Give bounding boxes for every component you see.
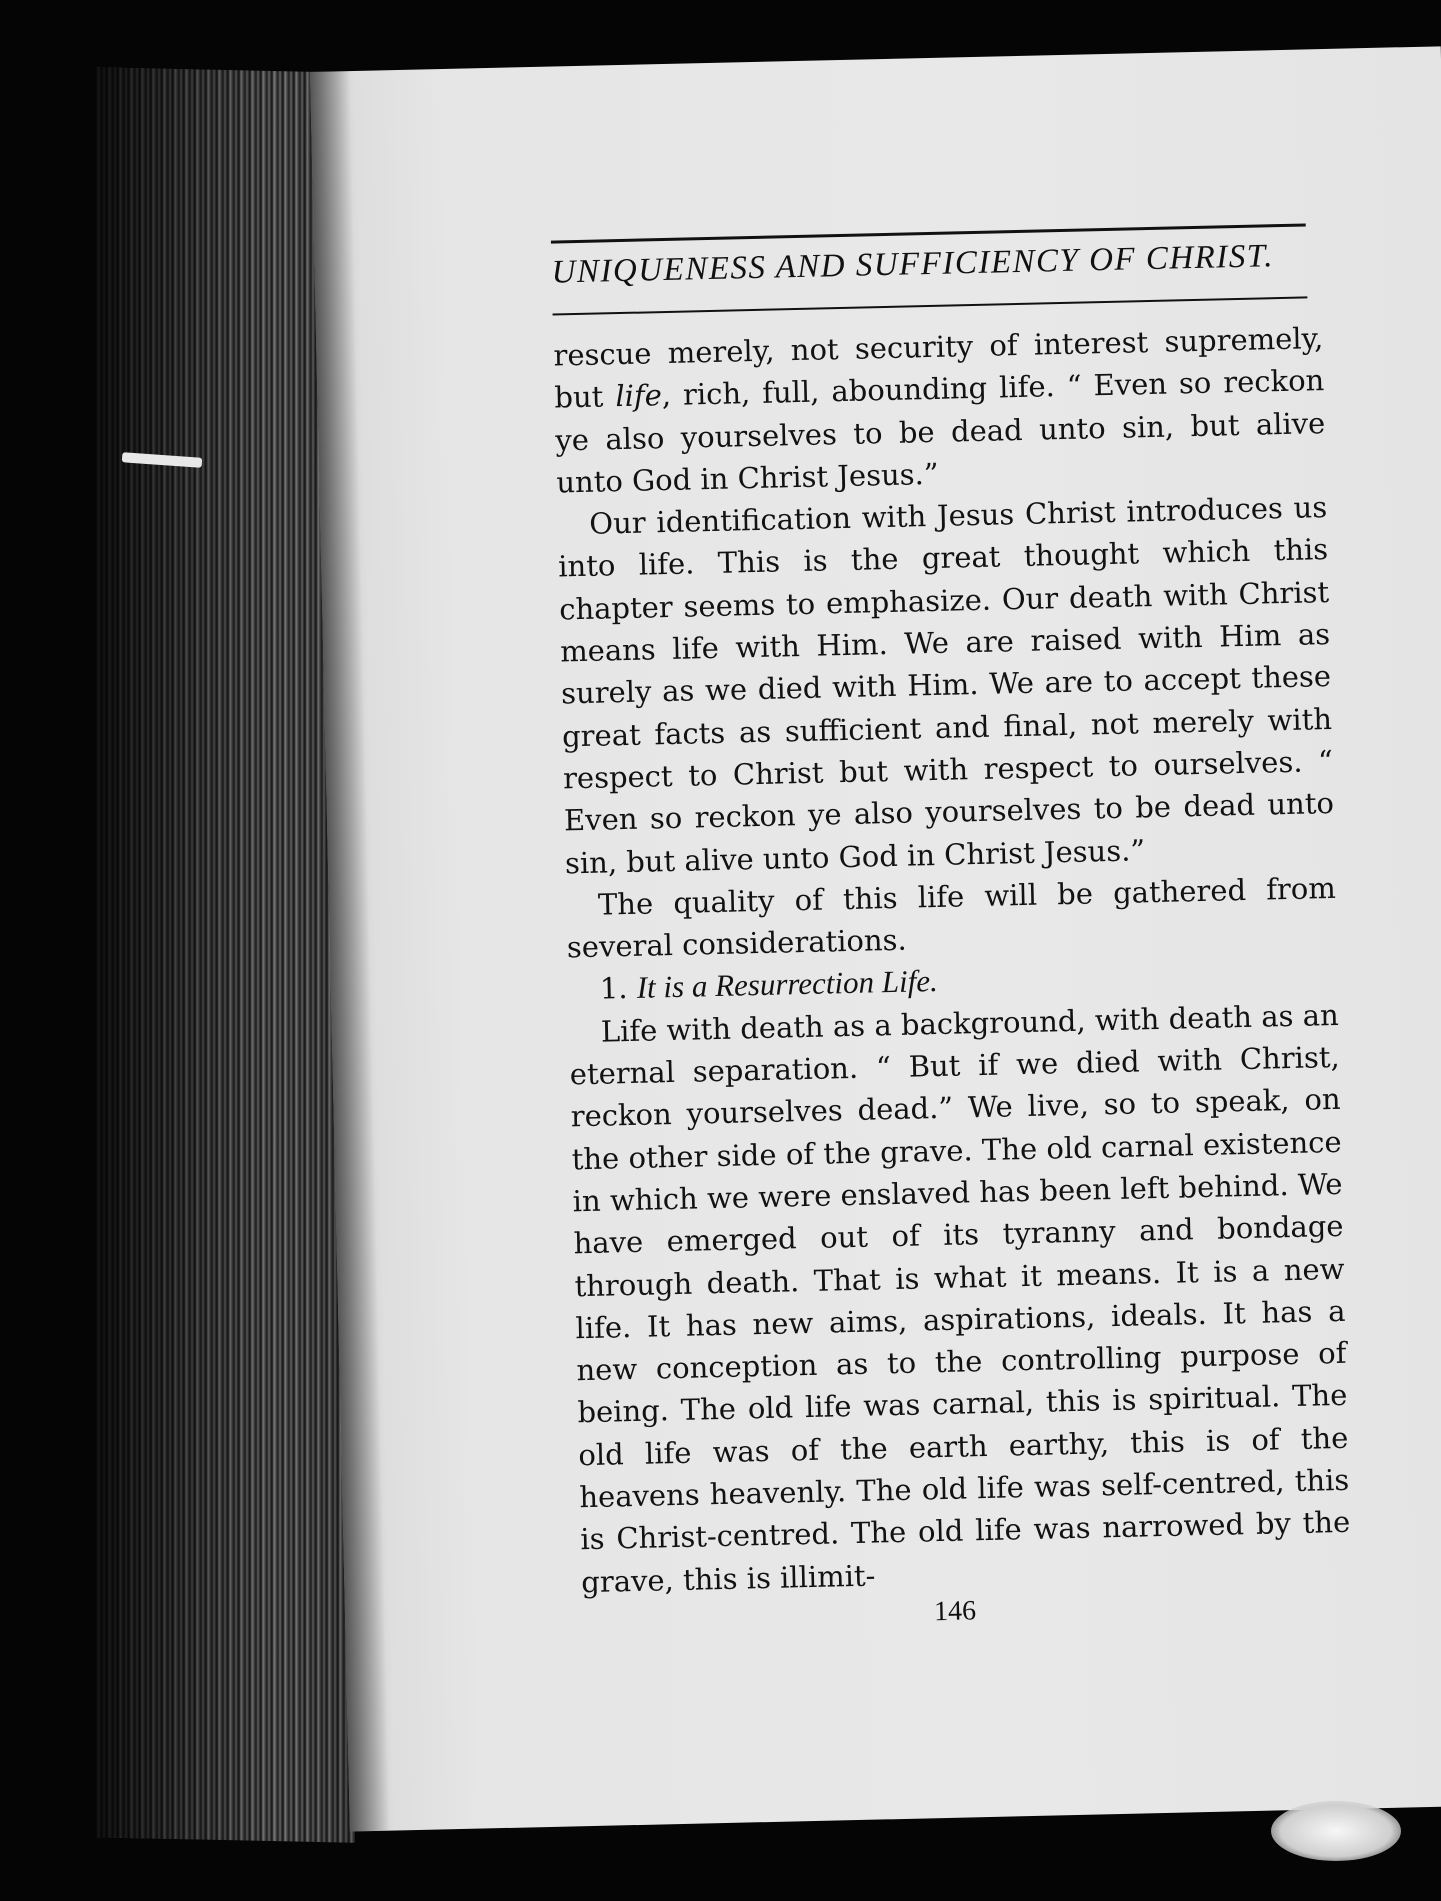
section-title: It is a Resurrection Life. [636,963,939,1006]
paragraph-resurrection-life: Life with death as a background, with death as an eternal separation. “ But if we died with Christ, reckon yourselves dead.” We live, so to speak, on the other side of the grave. The old carnal existence in which we were enslaved has been left behind. We have emerged out of its tyranny and bondage through death. That is what it means. It is a new life. It has new aims, aspirations, ideals. It has a new conception as to the controlling purpose of being. The old life was carnal, this is spiritual. The old life was of the earth earthy, this is of the heavens heavenly. The old life was self-centred, this is Christ-centred. The old life was narrowed by the grave, this is illimit- [569,997,1351,1599]
paragraph-quality: The quality of this life will be gathered from several considerations. [566,870,1337,965]
paragraph-prefix: but [554,379,616,415]
paragraph-line-1: rescue merely, not security of interest supremely, [553,321,1324,373]
paragraph-identification: Our identification with Jesus Christ introduces us into life. This is the great thought which this chapter seems to emphasize. Our death with Christ means life with Him. We are raised with Him as surely as we died with Him. We are to accept these great facts as sufficient and final, not merely with respect to Christ but with respect to ourselves. “ Even so reckon ye also yourselves to be dead unto sin, but alive unto God in Christ Jesus.” [557,490,1335,880]
page-number: 146 [933,1595,977,1628]
section-number: 1. [599,971,628,1007]
header-rule-bottom [553,296,1308,315]
body-text [553,317,1352,1603]
paragraph-continued [553,317,1327,504]
paragraph-rest: , rich, full, abounding life. “ Even so reckon ye also yourselves to be dead unto sin, but alive unto God in Christ Jesus.” [555,363,1326,500]
running-head: UNIQUENESS AND SUFFICIENCY OF CHRIST. [551,238,1275,291]
italic-life: life [614,378,663,414]
book-page [310,46,1441,1831]
paper-damage-spot [1271,1801,1401,1861]
